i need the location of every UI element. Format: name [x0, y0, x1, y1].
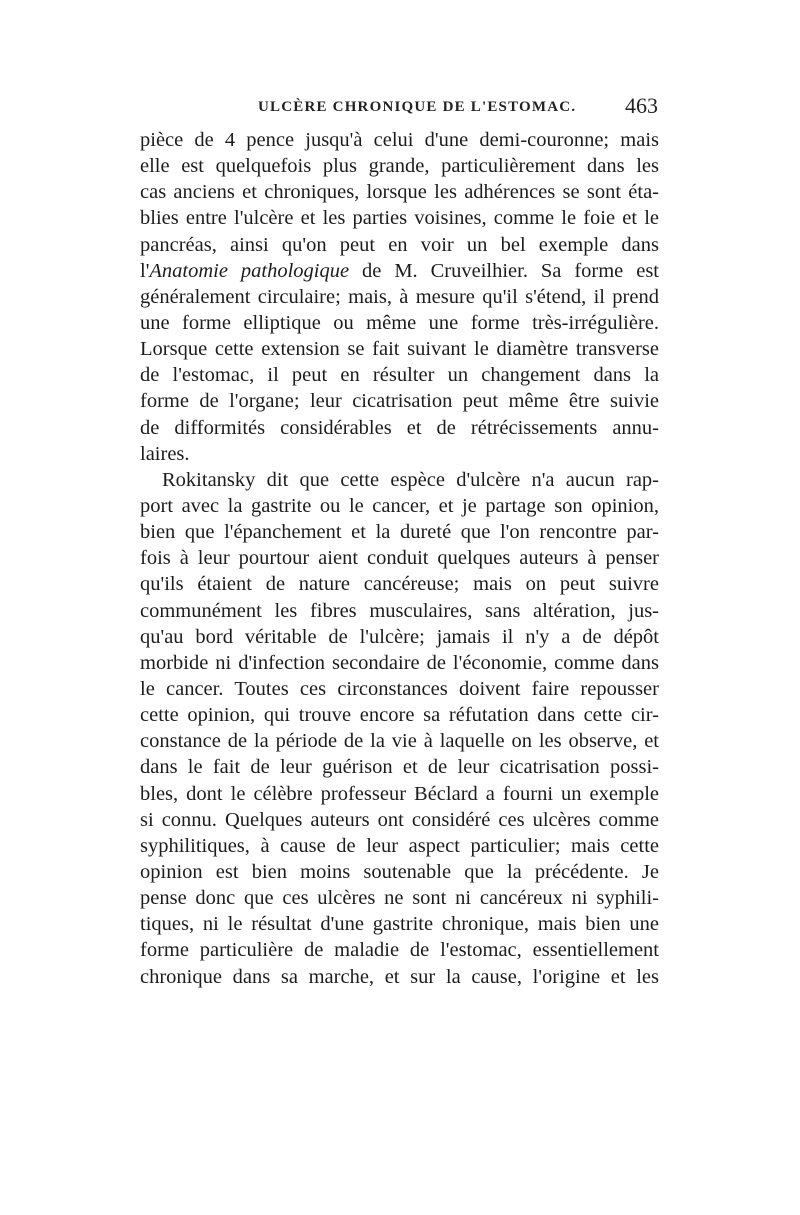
text-line: port avec la gastrite ou le cancer, et je partage son opinion, — [140, 494, 659, 517]
text-line: forme de l'organe; leur cicatrisation peut même être suivie — [140, 390, 659, 413]
running-header — [140, 93, 666, 123]
text-line: bien que l'épanchement et la dureté que l'on rencontre par- — [140, 521, 659, 544]
text-fragment: de M. Cruveilhier. Sa forme est — [349, 259, 659, 282]
text-line: opinion est bien moins soutenable que la précédente. Je — [140, 860, 659, 883]
text-line: tiques, ni le résultat d'une gastrite chronique, mais bien une — [140, 913, 659, 936]
text-line: le cancer. Toutes ces circonstances doivent faire repousser — [140, 677, 659, 700]
text-line: Lorsque cette extension se fait suivant le diamètre transverse — [140, 338, 659, 361]
text-line: syphilitiques, à cause de leur aspect particulier; mais cette — [140, 834, 659, 857]
body-text — [140, 127, 659, 990]
text-line: pancréas, ainsi qu'on peut en voir un bel exemple dans — [140, 233, 659, 256]
text-line: de l'estomac, il peut en résulter un changement dans la — [140, 364, 659, 387]
text-line: dans le fait de leur guérison et de leur cicatrisation possi- — [140, 756, 659, 779]
text-line: forme particulière de maladie de l'estomac, essentiellement — [140, 939, 659, 962]
text-fragment: l' — [140, 259, 150, 282]
text-line: pense donc que ces ulcères ne sont ni cancéreux ni syphili- — [140, 887, 659, 910]
text-line: bles, dont le célèbre professeur Béclard a fourni un exemple — [140, 782, 659, 805]
text-line: qu'au bord véritable de l'ulcère; jamais il n'y a de dépôt — [140, 625, 659, 648]
text-line: généralement circulaire; mais, à mesure qu'il s'étend, il prend — [140, 285, 659, 308]
text-line: cette opinion, qui trouve encore sa réfutation dans cette cir- — [140, 704, 659, 727]
text-line: de difformités considérables et de rétrécissements annu- — [140, 416, 659, 439]
text-line: chronique dans sa marche, et sur la cause, l'origine et les — [140, 965, 659, 988]
text-line: elle est quelquefois plus grande, particulièrement dans les — [140, 155, 659, 178]
text-line: pièce de 4 pence jusqu'à celui d'une demi-couronne; mais — [140, 129, 659, 151]
text-line: Rokitansky dit que cette espèce d'ulcère n'a aucun rap- — [162, 468, 659, 491]
text-line: laires. — [140, 442, 190, 465]
italic-book-title: Anatomie pathologique — [149, 259, 350, 282]
text-line: blies entre l'ulcère et les parties voisines, comme le foie et le — [140, 207, 659, 230]
text-line: communément les fibres musculaires, sans altération, jus- — [140, 599, 659, 622]
running-title: ULCÈRE CHRONIQUE DE L'ESTOMAC. — [258, 99, 577, 115]
text-line: qu'ils étaient de nature cancéreuse; mais on peut suivre — [140, 573, 659, 596]
text-line: cas anciens et chroniques, lorsque les adhérences se sont éta- — [140, 181, 659, 204]
text-line: si connu. Quelques auteurs ont considéré ces ulcères comme — [140, 808, 659, 831]
text-line — [140, 258, 659, 284]
text-line: morbide ni d'infection secondaire de l'économie, comme dans — [140, 651, 659, 674]
text-line: constance de la période de la vie à laquelle on les observe, et — [140, 730, 659, 753]
text-line: fois à leur pourtour aient conduit quelques auteurs à penser — [140, 547, 659, 570]
text-line: une forme elliptique ou même une forme très-irrégulière. — [140, 311, 659, 334]
page-number: 463 — [625, 93, 658, 118]
